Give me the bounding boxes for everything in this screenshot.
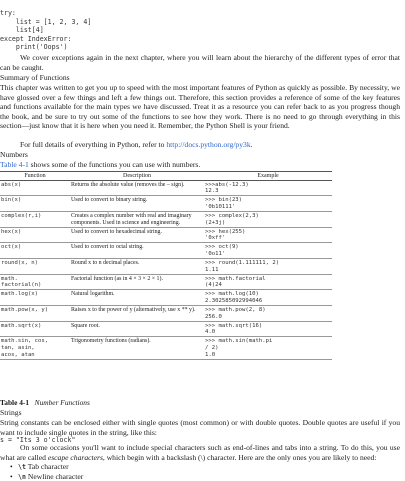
- escape-text-2: , which begin with a backslash (\) character. Here are the only ones you are likely to need:: [102, 452, 377, 462]
- table-caption: [0, 398, 90, 408]
- escape-term: escape characters: [47, 452, 103, 462]
- escape-code: \t: [18, 463, 26, 471]
- table-reference-link[interactable]: Table 4-1: [0, 160, 29, 169]
- description-cell: Raises x to the power of y (alternatively, use x ** y).: [70, 306, 204, 322]
- python-docs-link[interactable]: http://docs.python.org/py3k: [166, 140, 251, 149]
- code-block-try-except: [0, 9, 400, 52]
- description-cell: Natural logarithm.: [70, 290, 204, 306]
- function-cell: math. factorial(n): [0, 274, 70, 290]
- escape-label: Tab character: [27, 462, 69, 471]
- function-cell: oct(x): [0, 243, 70, 259]
- example-cell: >>> math.factorial (4)24: [204, 274, 332, 290]
- table-row: [0, 243, 332, 259]
- details-suffix: .: [250, 140, 253, 149]
- heading-strings: Strings: [0, 408, 22, 417]
- paragraph-strings: String constants can be enclosed either with single quotes (most common) or with double quotes. Double quotes are useful if you want to include single quotes in the string, like this:: [0, 418, 400, 437]
- heading-summary-of-functions: Summary of Functions: [0, 73, 70, 82]
- table-row: [0, 321, 332, 337]
- function-cell: round(x, n): [0, 259, 70, 275]
- description-cell: Square root.: [70, 321, 204, 337]
- function-cell: math.log(x): [0, 290, 70, 306]
- table-row: [0, 337, 332, 359]
- code-line: try:: [0, 9, 16, 17]
- paragraph-full-details: [0, 140, 400, 150]
- function-cell: math.sqrt(x): [0, 321, 70, 337]
- description-cell: Factorial function (as in 4 × 3 × 2 × 1).: [70, 274, 204, 290]
- list-item: [10, 462, 390, 472]
- table-row: [0, 290, 332, 306]
- paragraph-table-intro: [0, 160, 400, 170]
- escape-text-1: On some occasions you'll want to include special characters such as end-of-lines and tabs into a string. To do this, you use what are called: [0, 443, 400, 462]
- description-cell: Trigonometry functions (radians).: [70, 337, 204, 359]
- escape-list: [10, 462, 390, 481]
- table-row: [0, 259, 332, 275]
- paragraph-next-chapter: We cover exceptions again in the next chapter, where you will learn about the hierarchy of the different types of error that can be caught.: [0, 53, 400, 72]
- code-line: print('Oops'): [0, 43, 68, 52]
- table-row: [0, 196, 332, 212]
- function-cell: bin(x): [0, 196, 70, 212]
- example-cell: >>> math.pow(2, 8) 256.0: [204, 306, 332, 322]
- escape-label: Newline character: [27, 471, 84, 481]
- table-caption-label: Table 4-1: [0, 398, 30, 407]
- table-caption-text: Number Functions: [34, 398, 90, 407]
- details-prefix: For full details of everything in Python, refer to: [20, 140, 167, 149]
- bullet-icon: •: [10, 462, 13, 471]
- escape-code: \n: [18, 472, 26, 481]
- description-cell: Creates a complex number with real and imaginary components. Used in science and engineering.: [70, 211, 204, 227]
- code-string-example: s = "Its 3 o'clock": [0, 436, 76, 444]
- table-row: [0, 211, 332, 227]
- example-cell: >>> math.sin(math.pi / 2) 1.0: [204, 337, 332, 359]
- heading-numbers: Numbers: [0, 150, 28, 159]
- column-header-description: Description: [70, 172, 204, 181]
- table-body: [0, 180, 332, 359]
- code-line: list[4]: [0, 26, 44, 35]
- paragraph-escape-characters: [0, 443, 400, 462]
- description-cell: Returns the absolute value (removes the – sign).: [70, 180, 204, 196]
- table-header-row: [0, 172, 332, 181]
- column-header-example: Example: [204, 172, 332, 181]
- function-cell: complex(r,i): [0, 211, 70, 227]
- example-cell: >>>abs(-12.3) 12.3: [204, 180, 332, 196]
- example-cell: >>> bin(23) '0b10111': [204, 196, 332, 212]
- bullet-icon: •: [10, 471, 13, 481]
- number-functions-table: [0, 171, 332, 360]
- description-cell: Used to convert to hexadecimal string.: [70, 227, 204, 243]
- column-header-function: Function: [0, 172, 70, 181]
- function-cell: hex(x): [0, 227, 70, 243]
- paragraph-summary: This chapter was written to get you up to speed with the most important features of Python as quickly as possible. By necessity, we have glossed over a few things and left a few things out. Therefore, this section provides a reference of some of the key features and functions available for the main types we have discussed. Treat it as a resource you can refer back to as you progress though the book, and be sure to try out some of the functions to see how they work. There is no need to go through everything in this section—just know that it is here when you need it. Remember, the Python Shell is your friend.: [0, 83, 400, 131]
- code-line: except IndexError:: [0, 34, 72, 43]
- example-cell: >>> complex(2,3) (2+3j): [204, 211, 332, 227]
- description-cell: Used to convert to binary string.: [70, 196, 204, 212]
- example-cell: >>> hex(255) '0xff': [204, 227, 332, 243]
- example-cell: >>> math.log(10) 2.302585092994046: [204, 290, 332, 306]
- function-cell: math.sin, cos, tan, asin, acos, atan: [0, 337, 70, 359]
- example-cell: >>> math.sqrt(16) 4.0: [204, 321, 332, 337]
- example-cell: >>> round(1.111111, 2) 1.11: [204, 259, 332, 275]
- example-cell: >>> oct(9) '0o11': [204, 243, 332, 259]
- table-intro-text: shows some of the functions you can use with numbers.: [28, 160, 201, 169]
- table-row: [0, 306, 332, 322]
- function-cell: math.pow(x, y): [0, 306, 70, 322]
- table-row: [0, 274, 332, 290]
- table-row: [0, 227, 332, 243]
- function-cell: abs(x): [0, 180, 70, 196]
- description-cell: Used to convert to octal string.: [70, 243, 204, 259]
- description-cell: Round x to n decimal places.: [70, 259, 204, 275]
- code-line: list = [1, 2, 3, 4]: [0, 17, 92, 26]
- table-row: [0, 180, 332, 196]
